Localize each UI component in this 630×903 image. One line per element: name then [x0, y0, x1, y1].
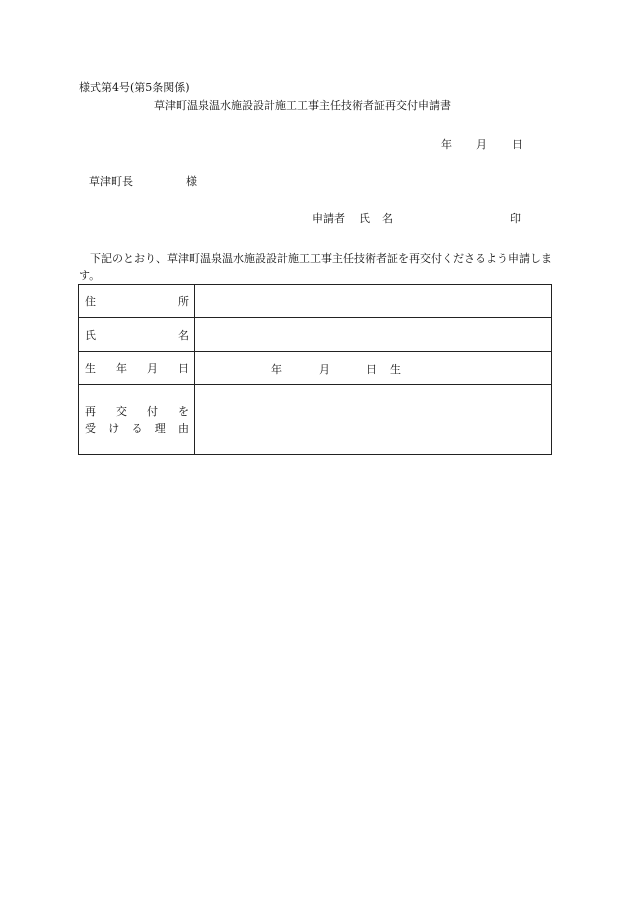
name-field[interactable] [195, 318, 552, 352]
reason-row [79, 385, 552, 455]
addressee-honorific: 様 [186, 175, 197, 188]
birth-suffix-label: 生 [390, 363, 401, 376]
body-text: 下記のとおり、草津町温泉温水施設設計施工工事主任技術者証を再交付くださるよう申請します。 [79, 252, 552, 282]
applicant-label: 申請者 [312, 212, 345, 225]
birth-month-label: 月 [319, 363, 330, 376]
name-label: 氏 名 [79, 318, 195, 352]
birthdate-row [79, 352, 552, 385]
birth-year-label: 年 [271, 363, 282, 376]
address-row [79, 285, 552, 318]
birth-day-label: 日 [366, 363, 377, 376]
date-month-label: 月 [476, 138, 487, 151]
addressee: 草津町長 [89, 175, 133, 188]
document-title: 草津町温泉温水施設設計施工工事主任技術者証再交付申請書 [154, 99, 451, 112]
date-year-label: 年 [441, 138, 452, 151]
form-number: 様式第4号(第5条関係) [79, 81, 190, 94]
application-table [78, 284, 552, 455]
reason-field[interactable] [195, 385, 552, 455]
applicant-name-label: 氏名 [359, 212, 405, 225]
seal-label: 印 [510, 212, 521, 225]
date-day-label: 日 [512, 138, 523, 151]
birthdate-field[interactable] [195, 352, 552, 385]
reason-label: 再 交 付 を 受 け る 理 由 [79, 385, 195, 455]
birthdate-label: 生 年 月 日 [79, 352, 195, 385]
address-field[interactable] [195, 285, 552, 318]
name-row [79, 318, 552, 352]
address-label: 住 所 [79, 285, 195, 318]
